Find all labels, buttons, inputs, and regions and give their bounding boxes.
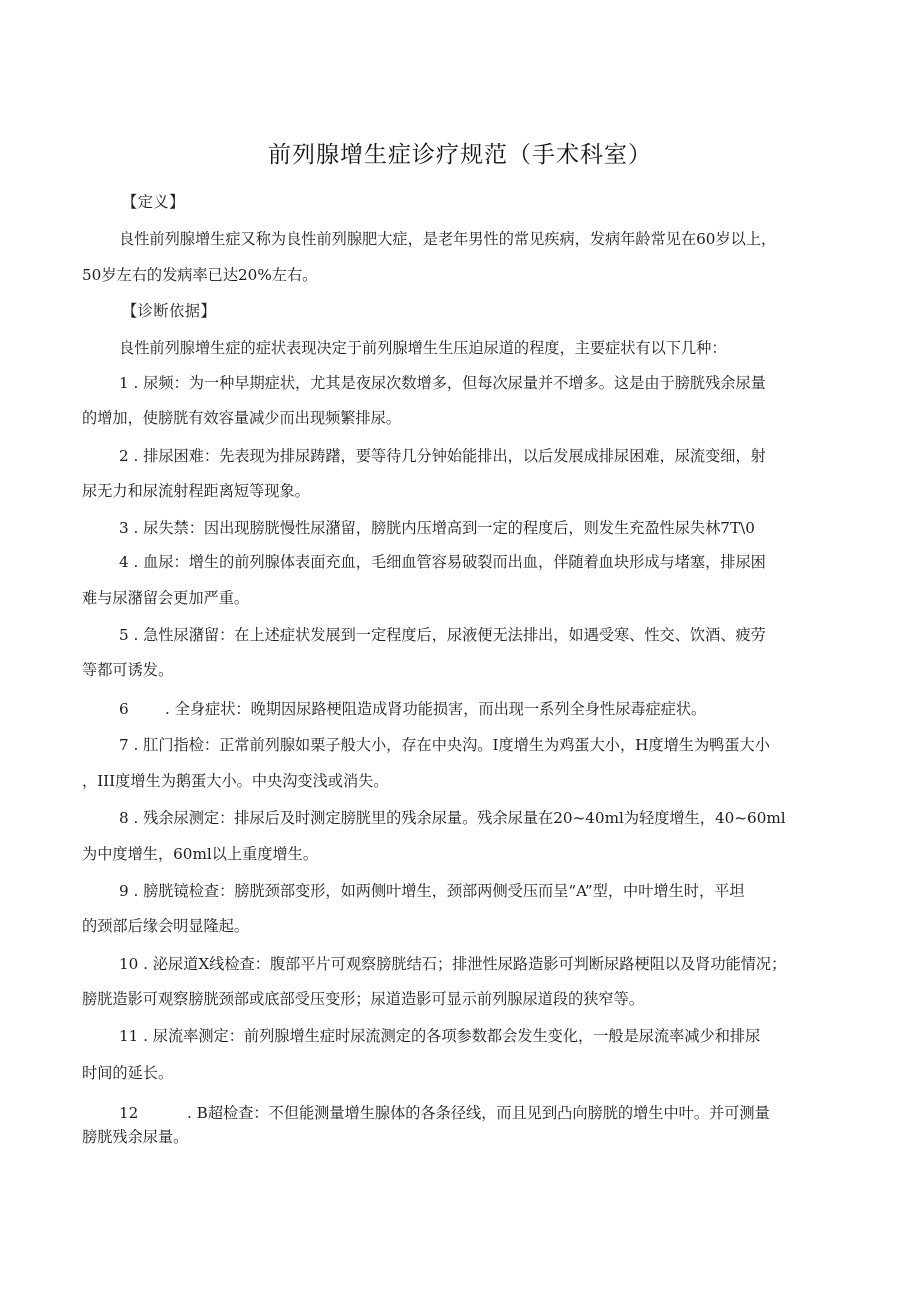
list-item-continuation: 膀胱造影可观察膀胱颈部或底部受压变形；尿道造影可显示前列腺尿道段的狭窄等。 xyxy=(82,990,644,1008)
list-item-number: 4 xyxy=(119,553,129,571)
list-item xyxy=(119,735,770,755)
list-item-number: 9 xyxy=(119,882,129,900)
list-item-text: . 泌尿道X线检查：腹部平片可观察膀胱结石；排泄性尿路造影可判断尿路梗阻以及肾功能情况； xyxy=(138,955,787,973)
list-item-continuation: 的颈部后缘会明显隆起。 xyxy=(82,917,250,935)
list-item-number: 3 xyxy=(119,519,129,537)
list-item xyxy=(119,446,766,466)
list-item-text: . 尿失禁：因出现膀胱慢性尿潴留，膀胱内压增高到一定的程度后，则发生充盈性尿失林7T\0 xyxy=(128,519,755,537)
list-item-continuation: 为中度增生，60ml以上重度增生。 xyxy=(82,845,319,863)
list-item-number: 10 xyxy=(119,955,139,973)
diagnosis-intro: 良性前列腺增生症的症状表现决定于前列腺增生生压迫尿道的程度，主要症状有以下几种： xyxy=(119,339,727,357)
list-item xyxy=(119,552,766,572)
list-item-continuation: 等都可诱发。 xyxy=(82,661,174,679)
list-item-number: 8 xyxy=(119,809,129,827)
list-item-number: 7 xyxy=(119,736,129,754)
list-item xyxy=(119,518,755,538)
list-item xyxy=(119,881,745,901)
list-item-number: 6 xyxy=(119,700,129,718)
list-item-text: . 排尿困难：先表现为排尿踌躇，要等待几分钟始能排出，以后发展成排尿困难，尿流变细，射 xyxy=(128,447,766,465)
list-item-text: . 尿频：为一种早期症状，尤其是夜尿次数增多，但每次尿量并不增多。这是由于膀胱残余尿量 xyxy=(128,374,766,392)
list-item-text: . 肛门指检：正常前列腺如栗子般大小，存在中央沟。I度增生为鸡蛋大小，H度增生为鸭蛋大小 xyxy=(128,736,770,754)
diagnosis-heading: 【诊断依据】 xyxy=(122,302,217,320)
list-item-text: . 血尿：增生的前列腺体表面充血，毛细血管容易破裂而出血，伴随着血块形成与堵塞，排尿困 xyxy=(128,553,766,571)
list-item-continuation: 难与尿潴留会更加严重。 xyxy=(82,589,250,607)
list-item xyxy=(119,373,766,393)
list-item-continuation: 膀胱残余尿量。 xyxy=(82,1128,189,1146)
list-item-number: 12 xyxy=(119,1104,139,1122)
list-item-continuation: ，III度增生为鹅蛋大小。中央沟变浅或消失。 xyxy=(82,772,389,790)
list-item-number: 5 xyxy=(119,626,129,644)
list-item-text: . 全身症状：晚期因尿路梗阻造成肾功能损害，而出现一系列全身性尿毒症症状。 xyxy=(165,700,707,718)
list-item-number: 2 xyxy=(119,447,129,465)
list-item-text: . 尿流率测定：前列腺增生症时尿流测定的各项参数都会发生变化，一般是尿流率减少和排尿 xyxy=(138,1027,761,1045)
list-item xyxy=(119,1026,760,1046)
list-item-continuation: 时间的延长。 xyxy=(82,1064,174,1082)
list-item-text: . 急性尿潴留：在上述症状发展到一定程度后，尿液便无法排出，如遇受寒、性交、饮酒、疲劳 xyxy=(128,626,766,644)
list-item-number: 11 xyxy=(119,1027,139,1045)
list-item xyxy=(119,954,786,974)
list-item xyxy=(119,625,766,645)
list-item xyxy=(119,699,706,719)
list-item-text: . 残余尿测定：排尿后及时测定膀胱里的残余尿量。残余尿量在20~40ml为轻度增生，40~60ml xyxy=(128,809,786,827)
definition-heading: 【定义】 xyxy=(122,193,185,211)
definition-paragraph-line-1: 良性前列腺增生症又称为良性前列腺肥大症，是老年男性的常见疾病，发病年龄常见在60岁以上， xyxy=(119,230,777,248)
definition-paragraph-line-2: 50岁左右的发病率已达20%左右。 xyxy=(82,266,318,284)
list-item xyxy=(119,808,786,828)
list-item-continuation: 尿无力和尿流射程距离短等现象。 xyxy=(82,482,310,500)
list-item-number: 1 xyxy=(119,374,129,392)
list-item-text: . 膀胱镜检查：膀胱颈部变形，如两侧叶增生，颈部两侧受压而呈“A”型，中叶增生时，平坦 xyxy=(128,882,745,900)
list-item xyxy=(119,1103,770,1123)
list-item-text: . B超检查：不但能测量增生腺体的各条径线，而且见到凸向膀胱的增生中叶。并可测量 xyxy=(187,1104,770,1122)
list-item-continuation: 的增加，使膀胱有效容量减少而出现频繁排尿。 xyxy=(82,409,401,427)
document-title: 前列腺增生症诊疗规范（手术科室） xyxy=(268,142,652,168)
